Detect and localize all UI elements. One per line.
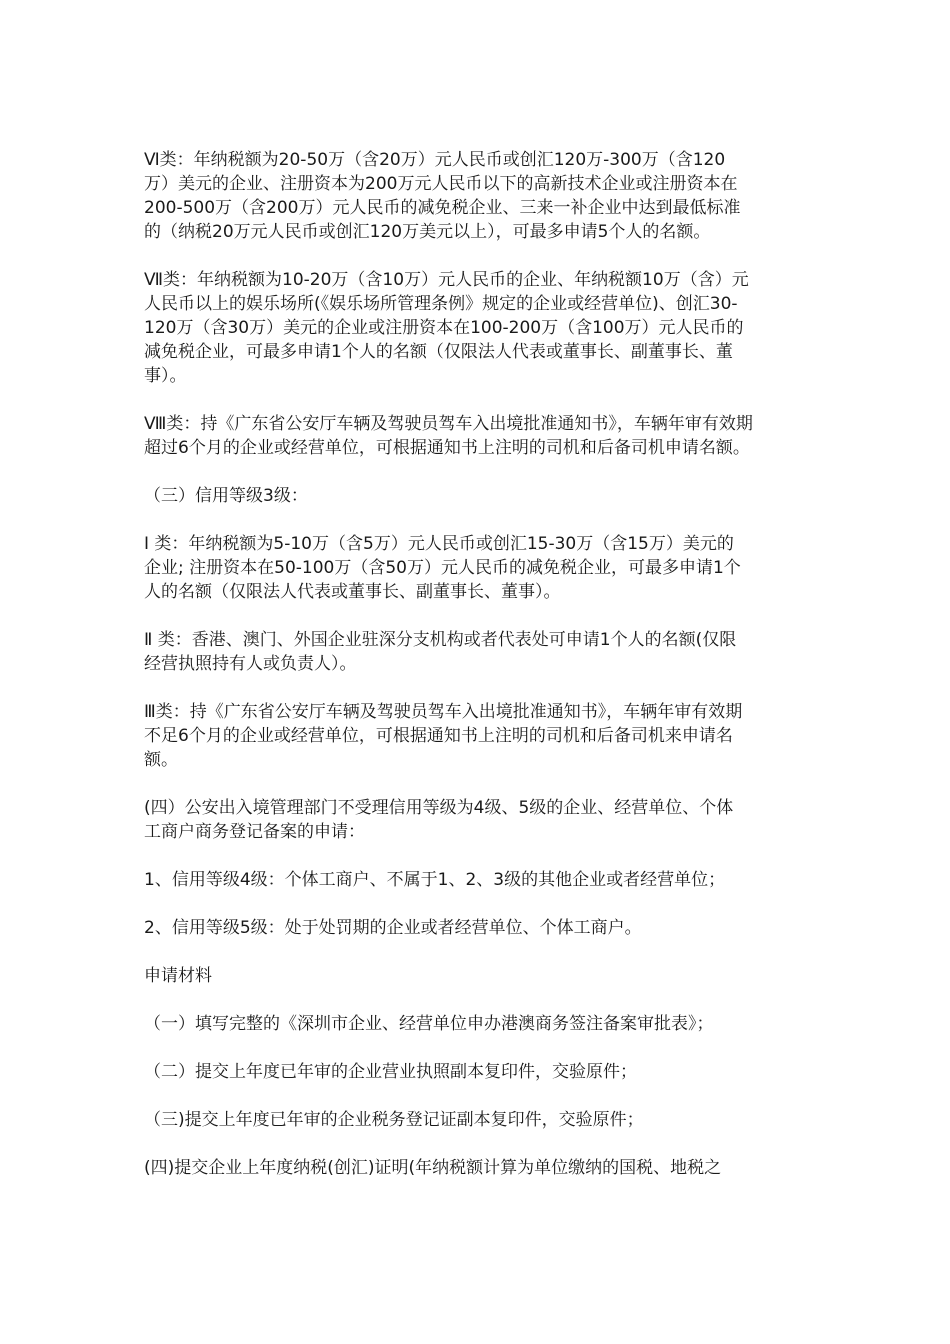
- material-item-1: （一）填写完整的《深圳市企业、经营单位申办港澳商务签注备案审批表》；: [144, 1014, 714, 1034]
- material-item-4: (四)提交企业上年度纳税(创汇)证明(年纳税额计算为单位缴纳的国税、地税之: [144, 1158, 722, 1178]
- section-heading-materials: 申请材料: [144, 966, 212, 986]
- paragraph-class-vi: Ⅵ类：年纳税额为20-50万（含20万）元人民币或创汇120万-300万（含120 万）美元的企业、注册资本为200万元人民币以下的高新技术企业或注册资本在 200-500万（含200万）元人民币的减免税企业、三来一补企业中达到最低标准 的（纳税20万元人民币或创汇120万美元以上），可最多申请5个人的名额。: [144, 150, 741, 242]
- paragraph-not-accepted: (四）公安出入境管理部门不受理信用等级为4级、5级的企业、经营单位、个体 工商户商务登记备案的申请：: [144, 798, 734, 842]
- paragraph-class-viii: Ⅷ类：持《广东省公安厅车辆及驾驶员驾车入出境批准通知书》，车辆年审有效期 超过6个月的企业或经营单位，可根据通知书上注明的司机和后备司机申请名额。: [144, 414, 753, 458]
- material-item-2: （二）提交上年度已年审的企业营业执照副本复印件，交验原件；: [144, 1062, 637, 1082]
- paragraph-class-ii: Ⅱ 类：香港、澳门、外国企业驻深分支机构或者代表处可申请1个人的名额(仅限 经营执照持有人或负责人）。: [144, 630, 737, 674]
- section-heading-credit-level-3: （三）信用等级3级：: [144, 486, 308, 506]
- paragraph-class-iii: Ⅲ类：持《广东省公安厅车辆及驾驶员驾车入出境批准通知书》，车辆年审有效期 不足6个月的企业或经营单位，可根据通知书上注明的司机和后备司机来申请名 额。: [144, 702, 743, 770]
- material-item-3: （三)提交上年度已年审的企业税务登记证副本复印件，交验原件；: [144, 1110, 644, 1130]
- list-item-credit-level-5: 2、信用等级5级：处于处罚期的企业或者经营单位、个体工商户。: [144, 918, 642, 938]
- list-item-credit-level-4: 1、信用等级4级：个体工商户、不属于1、2、3级的其他企业或者经营单位；: [144, 870, 726, 890]
- document-body: [144, 148, 824, 1204]
- paragraph-class-vii: Ⅶ类：年纳税额为10-20万（含10万）元人民币的企业、年纳税额10万（含）元 人民币以上的娱乐场所(《娱乐场所管理条例》规定的企业或经营单位)、创汇30- 120万（含30万）美元的企业或注册资本在100-200万（含100万）元人民币的 减免税企业，可最多申请1个人的名额（仅限法人代表或董事长、副董事长、董 事）。: [144, 270, 749, 386]
- paragraph-class-i: Ⅰ 类：年纳税额为5-10万（含5万）元人民币或创汇15-30万（含15万）美元的 企业; 注册资本在50-100万（含50万）元人民币的减免税企业，可最多申请1个 人的名额（仅限法人代表或董事长、副董事长、董事）。: [144, 534, 741, 602]
